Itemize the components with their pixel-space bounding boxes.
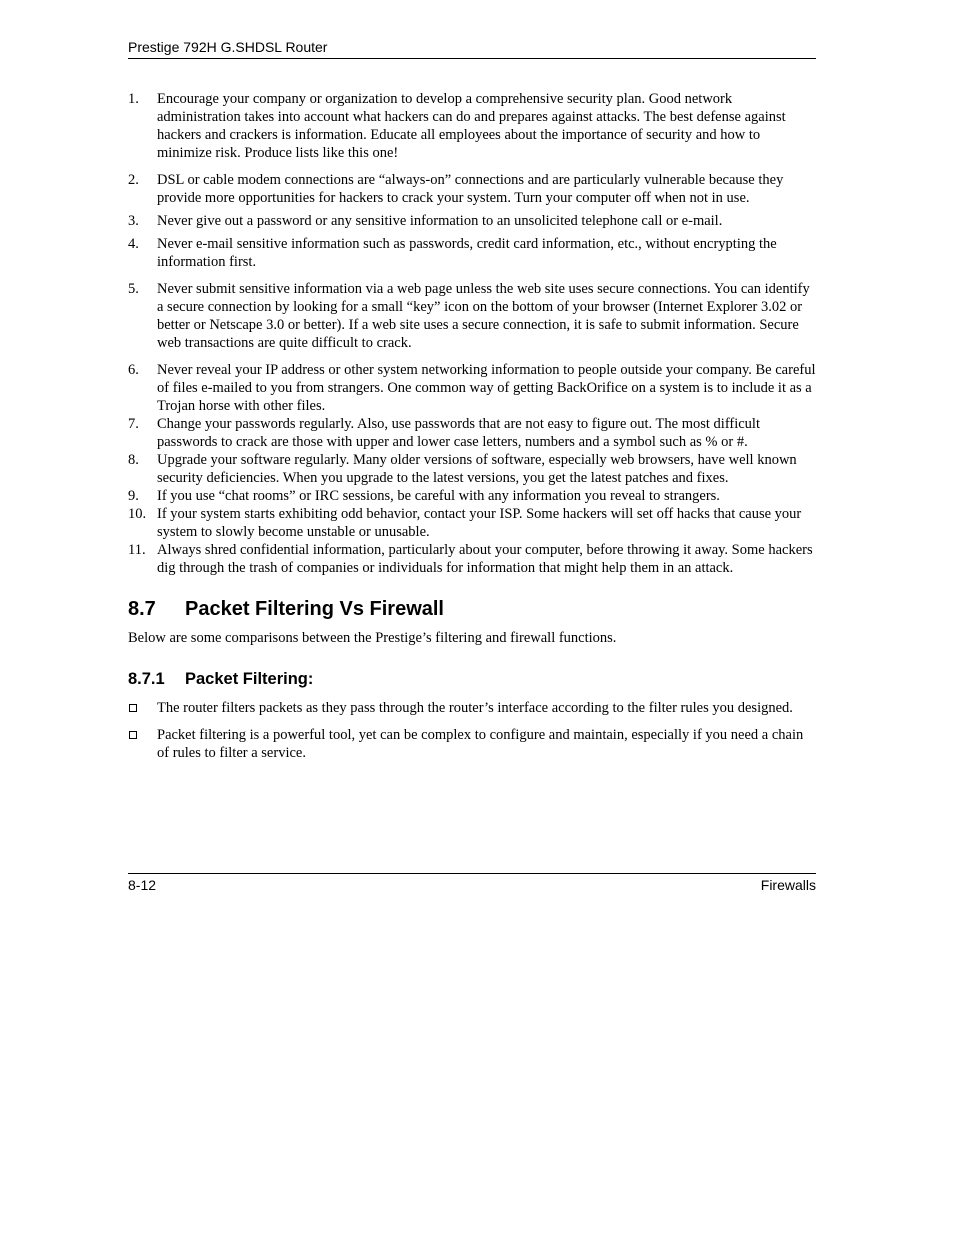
list-item-text: If your system starts exhibiting odd behavior, contact your ISP. Some hackers will set off hacks that cause your system to slowly become unstable or unusable. bbox=[157, 506, 802, 540]
footer-chapter: Firewalls bbox=[760, 877, 816, 893]
list-item-text: Change your passwords regularly. Also, use passwords that are not easy to figure out. The most difficult passwords to crack are those with upper and lower case letters, numbers and a symbol such as % or #. bbox=[157, 416, 760, 450]
section-heading bbox=[128, 597, 818, 621]
checkbox-bullet-icon bbox=[129, 731, 137, 739]
subsection-title: Packet Filtering: bbox=[185, 670, 314, 688]
list-item bbox=[128, 90, 818, 162]
section-number: 8.7 bbox=[128, 598, 156, 620]
footer-page-number: 8-12 bbox=[128, 877, 157, 893]
list-item bbox=[128, 541, 818, 577]
list-item bbox=[128, 171, 818, 207]
list-item-text: Never e-mail sensitive information such as passwords, credit card information, etc., without encrypting the information first. bbox=[157, 236, 777, 270]
section-title: Packet Filtering Vs Firewall bbox=[185, 598, 444, 620]
subsection-heading bbox=[128, 669, 818, 689]
list-item-text: Never give out a password or any sensitive information to an unsolicited telephone call or e-mail. bbox=[157, 213, 723, 229]
list-item bbox=[128, 505, 818, 541]
bullet-text: The router filters packets as they pass through the router’s interface according to the filter rules you designed. bbox=[157, 700, 793, 716]
list-item bbox=[128, 280, 818, 352]
bullet-text: Packet filtering is a powerful tool, yet can be complex to configure and maintain, especially if you need a chain of rules to filter a service. bbox=[157, 727, 804, 761]
list-item-number: 6. bbox=[128, 362, 139, 378]
security-tips-list bbox=[128, 90, 818, 577]
list-item-number: 10. bbox=[128, 506, 147, 522]
list-item-number: 3. bbox=[128, 213, 139, 229]
list-item bbox=[128, 451, 818, 487]
list-item-text: DSL or cable modem connections are “always-on” connections and are particularly vulnerable because they provide more opportunities for hackers to crack your system. Turn your computer off when not in use. bbox=[157, 172, 784, 206]
header-title: Prestige 792H G.SHDSL Router bbox=[128, 39, 328, 55]
subsection-number: 8.7.1 bbox=[128, 670, 165, 688]
list-item-number: 1. bbox=[128, 91, 139, 107]
list-item bbox=[128, 361, 818, 415]
list-item bbox=[128, 235, 818, 271]
list-item-text: Never submit sensitive information via a web page unless the web site uses secure connections. You can identify a secure connection by looking for a small “key” icon on the bottom of your browser (Internet Explorer 3.02 or better or Netscape 3.0 or better). If a web site uses a secure connection, it is safe to submit information. Secure web transactions are quite difficult to crack. bbox=[157, 281, 810, 351]
list-item-text: If you use “chat rooms” or IRC sessions, be careful with any information you reveal to strangers. bbox=[157, 488, 720, 504]
page-header bbox=[128, 37, 816, 59]
list-item-text: Never reveal your IP address or other system networking information to people outside your company. Be careful of files e-mailed to you from strangers. One common way of getting BackOrifice on a system is to include it as a Trojan horse with other files. bbox=[157, 362, 816, 414]
section-intro: Below are some comparisons between the Prestige’s filtering and firewall functions. bbox=[128, 630, 617, 646]
list-item-text: Upgrade your software regularly. Many older versions of software, especially web browsers, have well known security deficiencies. When you upgrade to the latest versions, you get the latest patches and fixes. bbox=[157, 452, 797, 486]
checkbox-bullet-icon bbox=[129, 704, 137, 712]
list-item-number: 4. bbox=[128, 236, 139, 252]
list-item-number: 2. bbox=[128, 172, 139, 188]
bullet-item bbox=[128, 699, 818, 717]
list-item-number: 11. bbox=[128, 542, 146, 558]
list-item bbox=[128, 487, 818, 505]
page-footer bbox=[128, 873, 816, 894]
list-item-number: 5. bbox=[128, 281, 139, 297]
page-content bbox=[128, 90, 818, 771]
list-item-text: Encourage your company or organization to develop a comprehensive security plan. Good network administration takes into account what hackers can do and prepares against attacks. The best defense against hackers and crackers is information. Educate all employees about the importance of security and how to minimize risk. Produce lists like this one! bbox=[157, 91, 786, 161]
bullet-item bbox=[128, 726, 818, 762]
list-item bbox=[128, 415, 818, 451]
list-item-number: 7. bbox=[128, 416, 139, 432]
list-item-number: 8. bbox=[128, 452, 139, 468]
list-item-text: Always shred confidential information, particularly about your computer, before throwing it away. Some hackers dig through the trash of companies or individuals for information that might help them in an attack. bbox=[157, 542, 813, 576]
packet-filtering-bullets bbox=[128, 699, 818, 762]
list-item-number: 9. bbox=[128, 488, 139, 504]
list-item bbox=[128, 212, 818, 230]
